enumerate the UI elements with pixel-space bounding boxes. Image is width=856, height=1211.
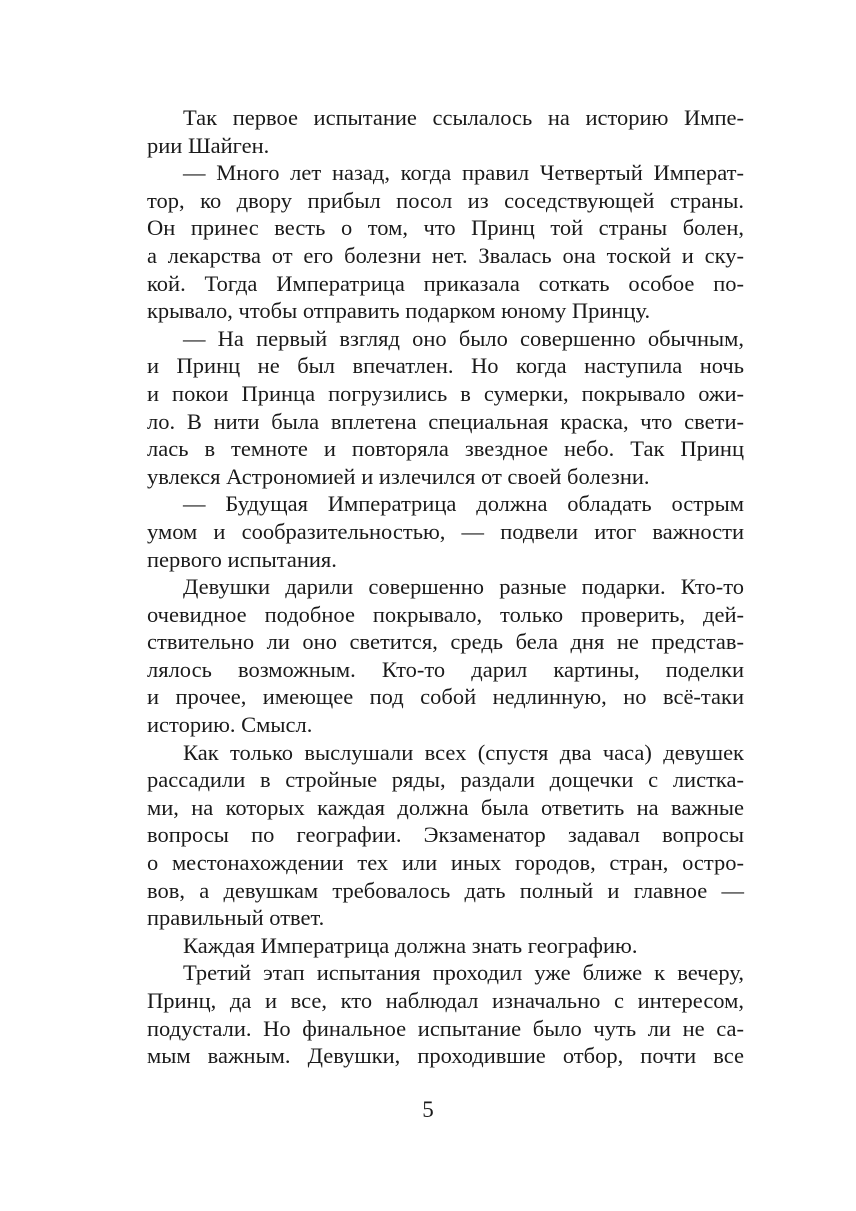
- text-line: лялось возможным. Кто-то дарил картины, поделки: [147, 656, 744, 682]
- text-line: кой. Тогда Императрица приказала соткать особое по-: [147, 270, 744, 296]
- text-line: — На первый взгляд оно было совершенно обычным,: [183, 325, 744, 351]
- text-line: подустали. Но финальное испытание было чуть ли не са-: [147, 1015, 744, 1041]
- paragraph: [147, 490, 744, 573]
- paragraph: [147, 959, 744, 1069]
- text-line: мым важным. Девушки, проходившие отбор, почти все: [147, 1043, 744, 1069]
- body-text: [147, 104, 744, 1070]
- text-line: вов, а девушкам требовалось дать полный и главное —: [147, 877, 744, 903]
- text-line: историю. Смысл.: [147, 712, 313, 738]
- text-line: Каждая Императрица должна знать географию.: [183, 932, 638, 958]
- text-line: — Будущая Императрица должна обладать острым: [183, 491, 744, 517]
- text-line: вопросы по географии. Экзаменатор задавал вопросы: [147, 822, 744, 848]
- paragraph: [147, 325, 744, 491]
- text-line: Как только выслушали всех (спустя два часа) девушек: [183, 739, 744, 765]
- text-line: и Принц не был впечатлен. Но когда наступила ночь: [147, 353, 744, 379]
- text-line: лась в темноте и повторяла звездное небо. Так Принц: [147, 436, 744, 462]
- text-line: ло. В нити была вплетена специальная краска, что свети-: [147, 408, 744, 434]
- text-line: Он принес весть о том, что Принц той страны болен,: [147, 215, 744, 241]
- text-line: а лекарства от его болезни нет. Звалась она тоской и ску-: [147, 242, 744, 268]
- text-line: первого испытания.: [147, 546, 337, 572]
- paragraph: [147, 739, 744, 932]
- paragraph: [147, 159, 744, 325]
- text-line: Так первое испытание ссылалось на историю Импе-: [183, 105, 744, 130]
- text-line: Принц, да и все, кто наблюдал изначально с интересом,: [147, 988, 744, 1013]
- text-line: умом и сообразительностью, — подвели итог важности: [147, 518, 744, 544]
- text-line: рассадили в стройные ряды, раздали дощечки с листка-: [147, 767, 744, 793]
- text-line: и прочее, имеющее под собой недлинную, но всё-таки: [147, 684, 744, 710]
- text-line: очевидное подобное покрывало, только проверить, дей-: [147, 601, 744, 627]
- text-line: тор, ко двору прибыл посол из соседствующей страны.: [147, 187, 744, 213]
- paragraph: [147, 104, 744, 159]
- text-line: правильный ответ.: [147, 905, 325, 931]
- text-line: ствительно ли оно светится, средь бела дня не представ-: [147, 629, 744, 655]
- text-line: — Много лет назад, когда правил Четвертый Императ-: [183, 160, 744, 186]
- text-line: ми, на которых каждая должна была ответить на важные: [147, 794, 744, 820]
- text-line: о местонахождении тех или иных городов, стран, остро-: [147, 850, 744, 876]
- text-line: рии Шайген.: [147, 132, 270, 158]
- text-line: Девушки дарили совершенно разные подарки. Кто-то: [183, 574, 744, 600]
- paragraph: [147, 573, 744, 739]
- text-line: Третий этап испытания проходил уже ближе к вечеру,: [183, 960, 744, 986]
- paragraph: [147, 932, 744, 960]
- text-line: увлекся Астрономией и излечился от своей болезни.: [147, 463, 650, 489]
- page-number: 5: [422, 1097, 434, 1122]
- text-line: и покои Принца погрузились в сумерки, покрывало ожи-: [147, 380, 744, 406]
- text-line: крывало, чтобы отправить подарком юному Принцу.: [147, 298, 651, 324]
